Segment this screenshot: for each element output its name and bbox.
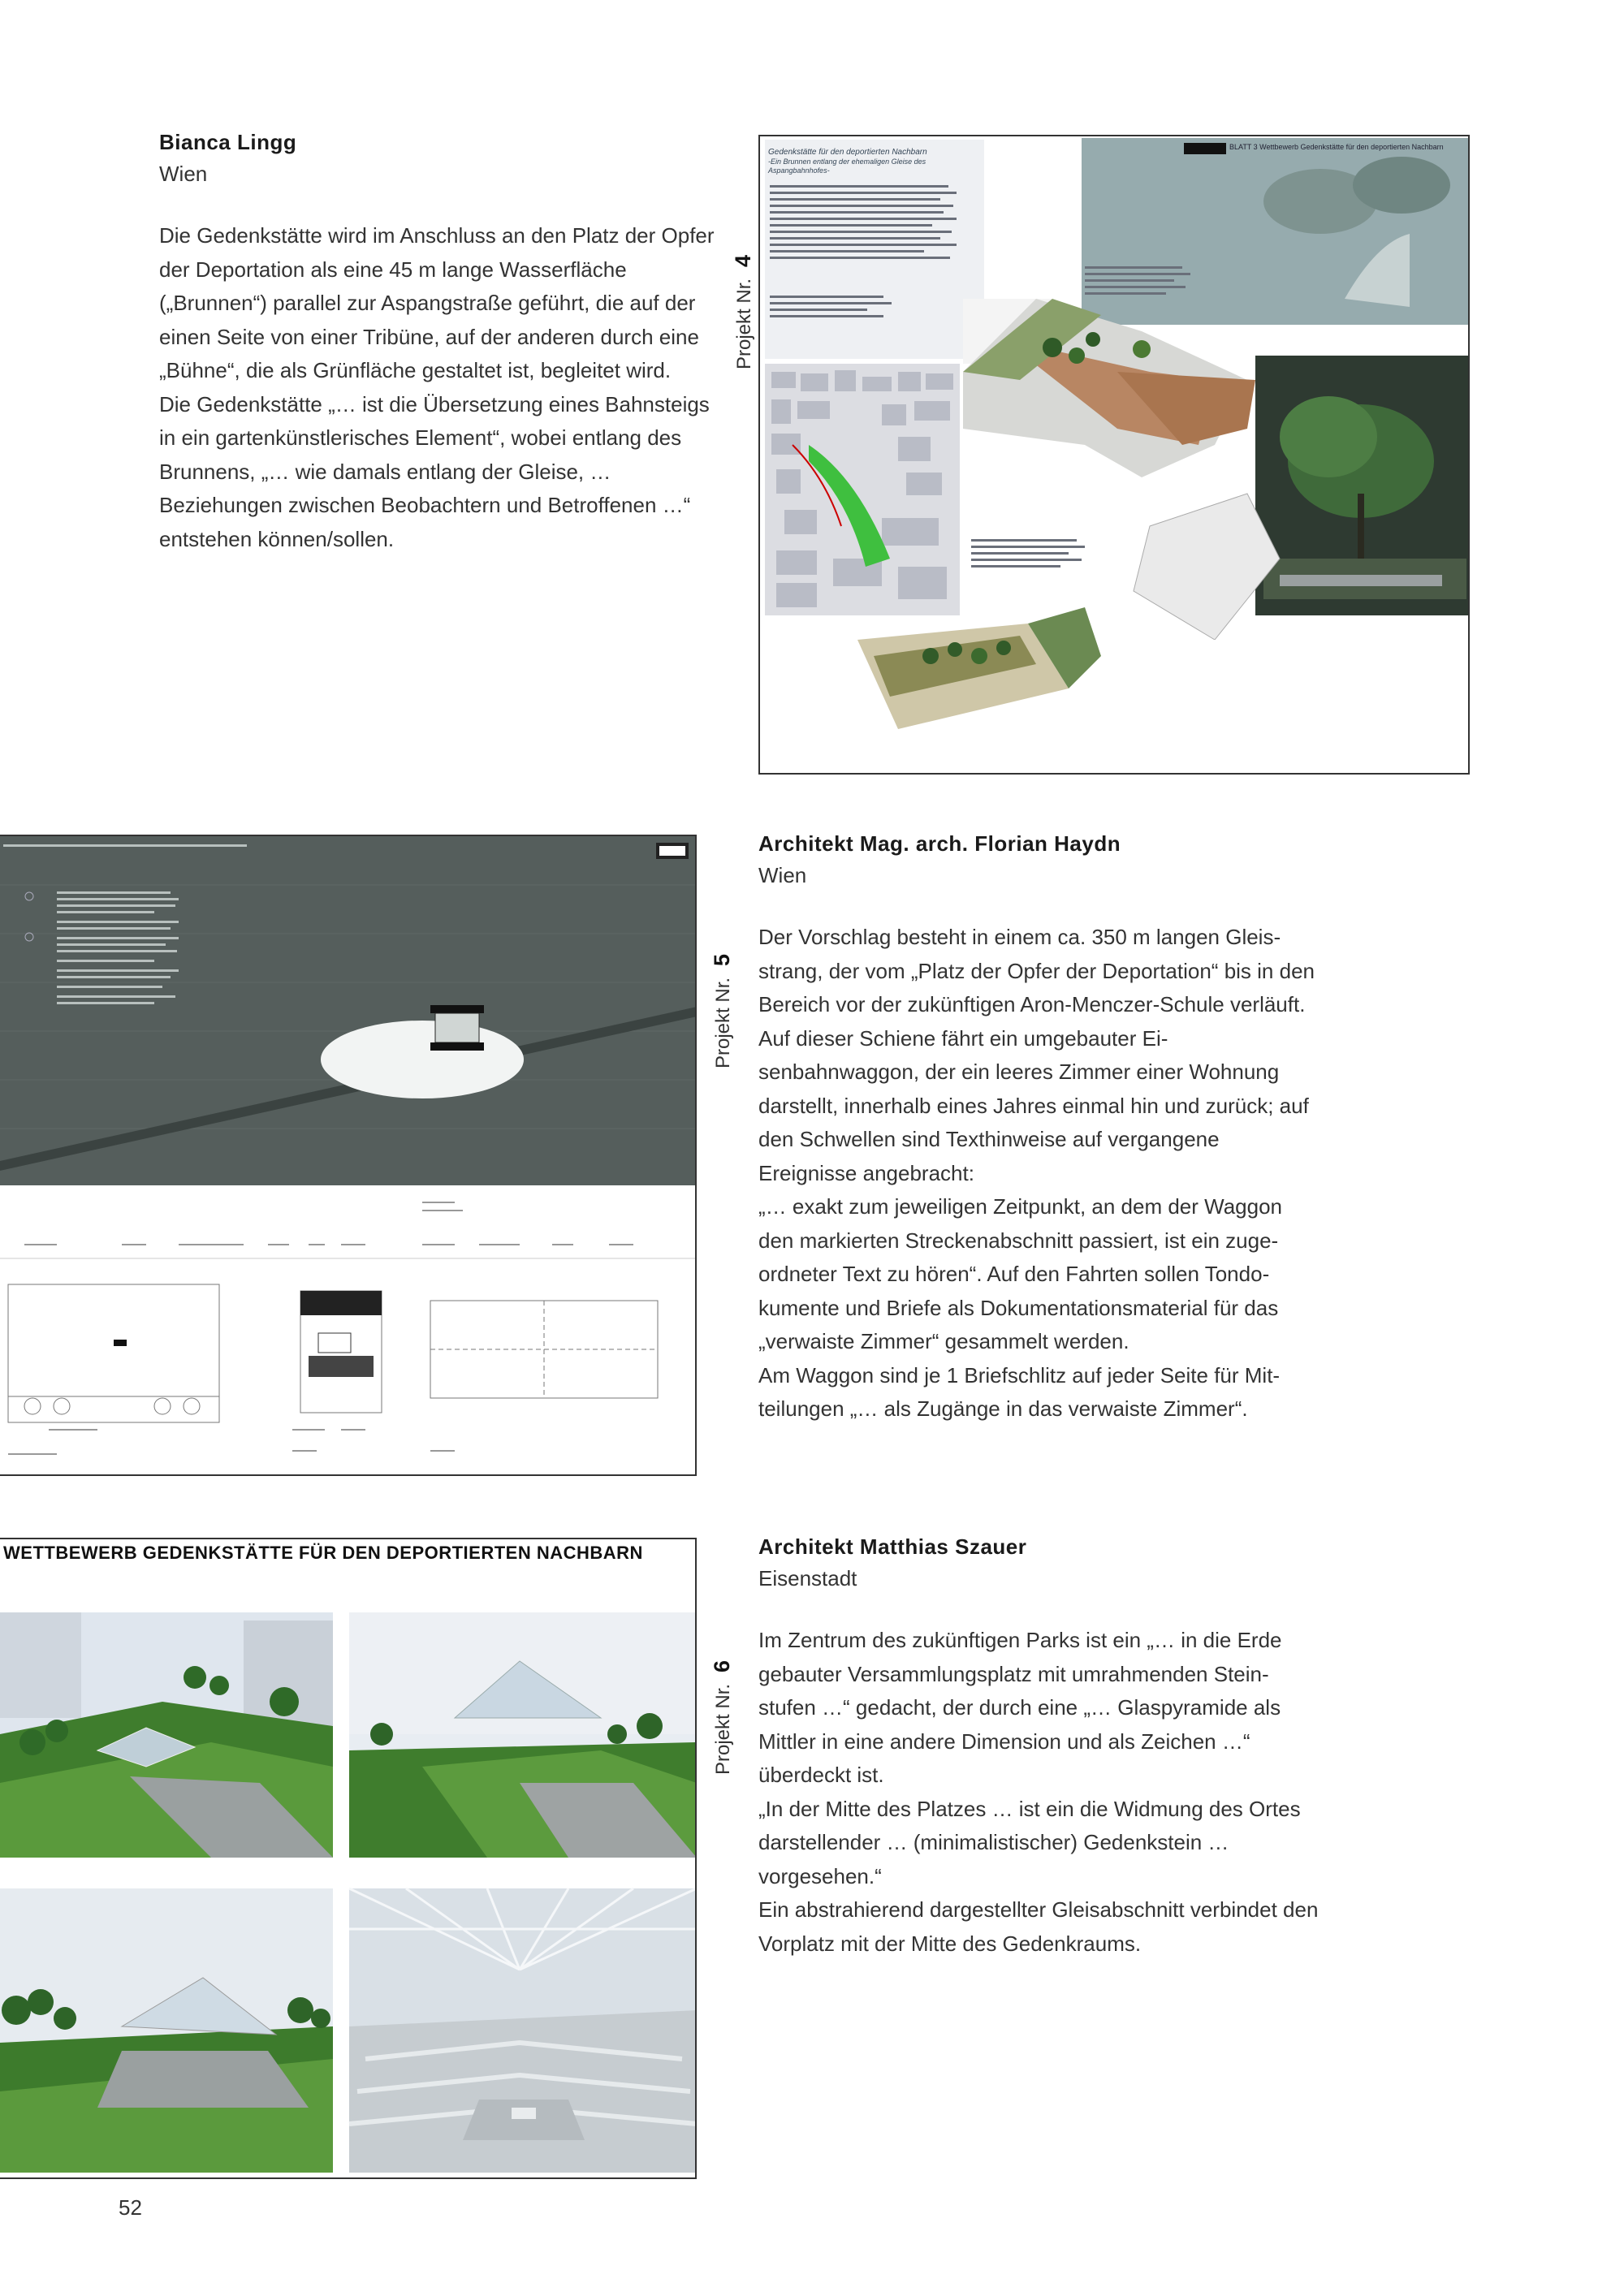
- description-paragraph: Am Waggon sind je 1 Briefschlitz auf jeder Seite für Mitteilungen „… als Zugänge in das verwaiste Zimmer“.: [758, 1362, 1281, 1421]
- description-paragraph: Der Vorschlag besteht in einem ca. 350 m langen Gleisstrang, der vom „Platz der Opfer der Deportation“ bis in den Bereich vor der zukünftigen Aron-Menczer-Schule verläuft. Auf dieser Schiene fährt ein umgebauter Eisenbahnwaggon, der ein leeres Zimmer einer Wohnung darstellt, innerhalb eines Jahres einmal hin und zurück; auf den Schwellen sind Texthinweise auf vergangene Ereignisse angebracht:: [758, 925, 1315, 1185]
- author-name: Architekt Matthias Szauer: [758, 1534, 1027, 1559]
- project-4-board: [758, 135, 1470, 775]
- description-paragraph: Die Gedenkstätte „… ist die Übersetzung eines Bahnsteigs in ein gartenkünstlerisches Element“, wobei entlang des Brunnens, „… wie damals entlang der Gleise, … Beziehungen zwischen Beobachtern und Betroffenen …“ entstehen können/sollen.: [159, 391, 710, 551]
- description-paragraph: Ein abstrahierend dargestellter Gleisabschnitt verbindet den Vorplatz mit der Mitte des Gedenkraums.: [758, 1897, 1319, 1956]
- project-6-board-image: [0, 1539, 697, 2179]
- author-city: Eisenstadt: [758, 1566, 857, 1590]
- board-title: WETTBEWERB GEDENKSTÄTTE FÜR DEN DEPORTIERTEN NACHBARN: [0, 1539, 695, 1565]
- author-name: Bianca Lingg: [159, 130, 297, 154]
- project-5-text: [758, 831, 1319, 1426]
- board-header-title: Gedenkstätte für den deportierten Nachbarn: [768, 148, 927, 157]
- author-city: Wien: [758, 863, 807, 887]
- page-number: 52: [119, 2195, 142, 2220]
- project-number-label: Projekt Nr.6: [710, 1659, 734, 1775]
- description-paragraph: Die Gedenkstätte wird im Anschluss an den Platz der Opfer der Deportation als eine 45 m lange Wasserfläche („Brunnen“) parallel zur Aspangstraße geführt, die auf der einen Seite von einer Tribüne, auf der anderen durch eine „Bühne“, die als Grünfläche gestaltet ist, begleitet wird.: [159, 223, 715, 382]
- description-paragraph: „… exakt zum jeweiligen Zeitpunkt, an dem der Waggon den markierten Streckenabschnitt passiert, ist ein zugeordneter Text zu hören“. Auf den Fahrten sollen Tondokumente und Briefe als Dokumentationsmaterial für das „verwaiste Zimmer“ gesammelt werden.: [758, 1194, 1283, 1353]
- board-blatt-label: BLATT 3 Wettbewerb Gedenkstätte für den deportierten Nachbarn: [1229, 143, 1444, 151]
- description-paragraph: „In der Mitte des Platzes … ist ein die Widmung des Ortes darstellender … (minimalistischer) Gedenkstein … vorgesehen.“: [758, 1796, 1301, 1888]
- project-5-board-image: [0, 836, 697, 1476]
- board-header-subtitle: -Ein Brunnen entlang der ehemaligen Gleise des Aspangbahnhofes-: [768, 158, 926, 175]
- project-6-board: [0, 1538, 697, 2179]
- project-4-text: [159, 130, 719, 556]
- project-5-board: [0, 835, 697, 1476]
- project-number-label: Projekt Nr.4: [731, 254, 755, 369]
- project-6-text: [758, 1534, 1319, 1961]
- description-paragraph: Im Zentrum des zukünftigen Parks ist ein „… in die Erde gebauter Versammlungsplatz mit umrahmenden Steinstufen …“ gedacht, der durch eine „… Glaspyramide als Mittler in eine andere Dimension und als Zeichen …“ überdeckt ist.: [758, 1628, 1282, 1787]
- author-city: Wien: [159, 162, 208, 186]
- project-4-board-image: [760, 136, 1470, 775]
- project-number-label: Projekt Nr.5: [710, 953, 734, 1068]
- author-name: Architekt Mag. arch. Florian Haydn: [758, 831, 1121, 856]
